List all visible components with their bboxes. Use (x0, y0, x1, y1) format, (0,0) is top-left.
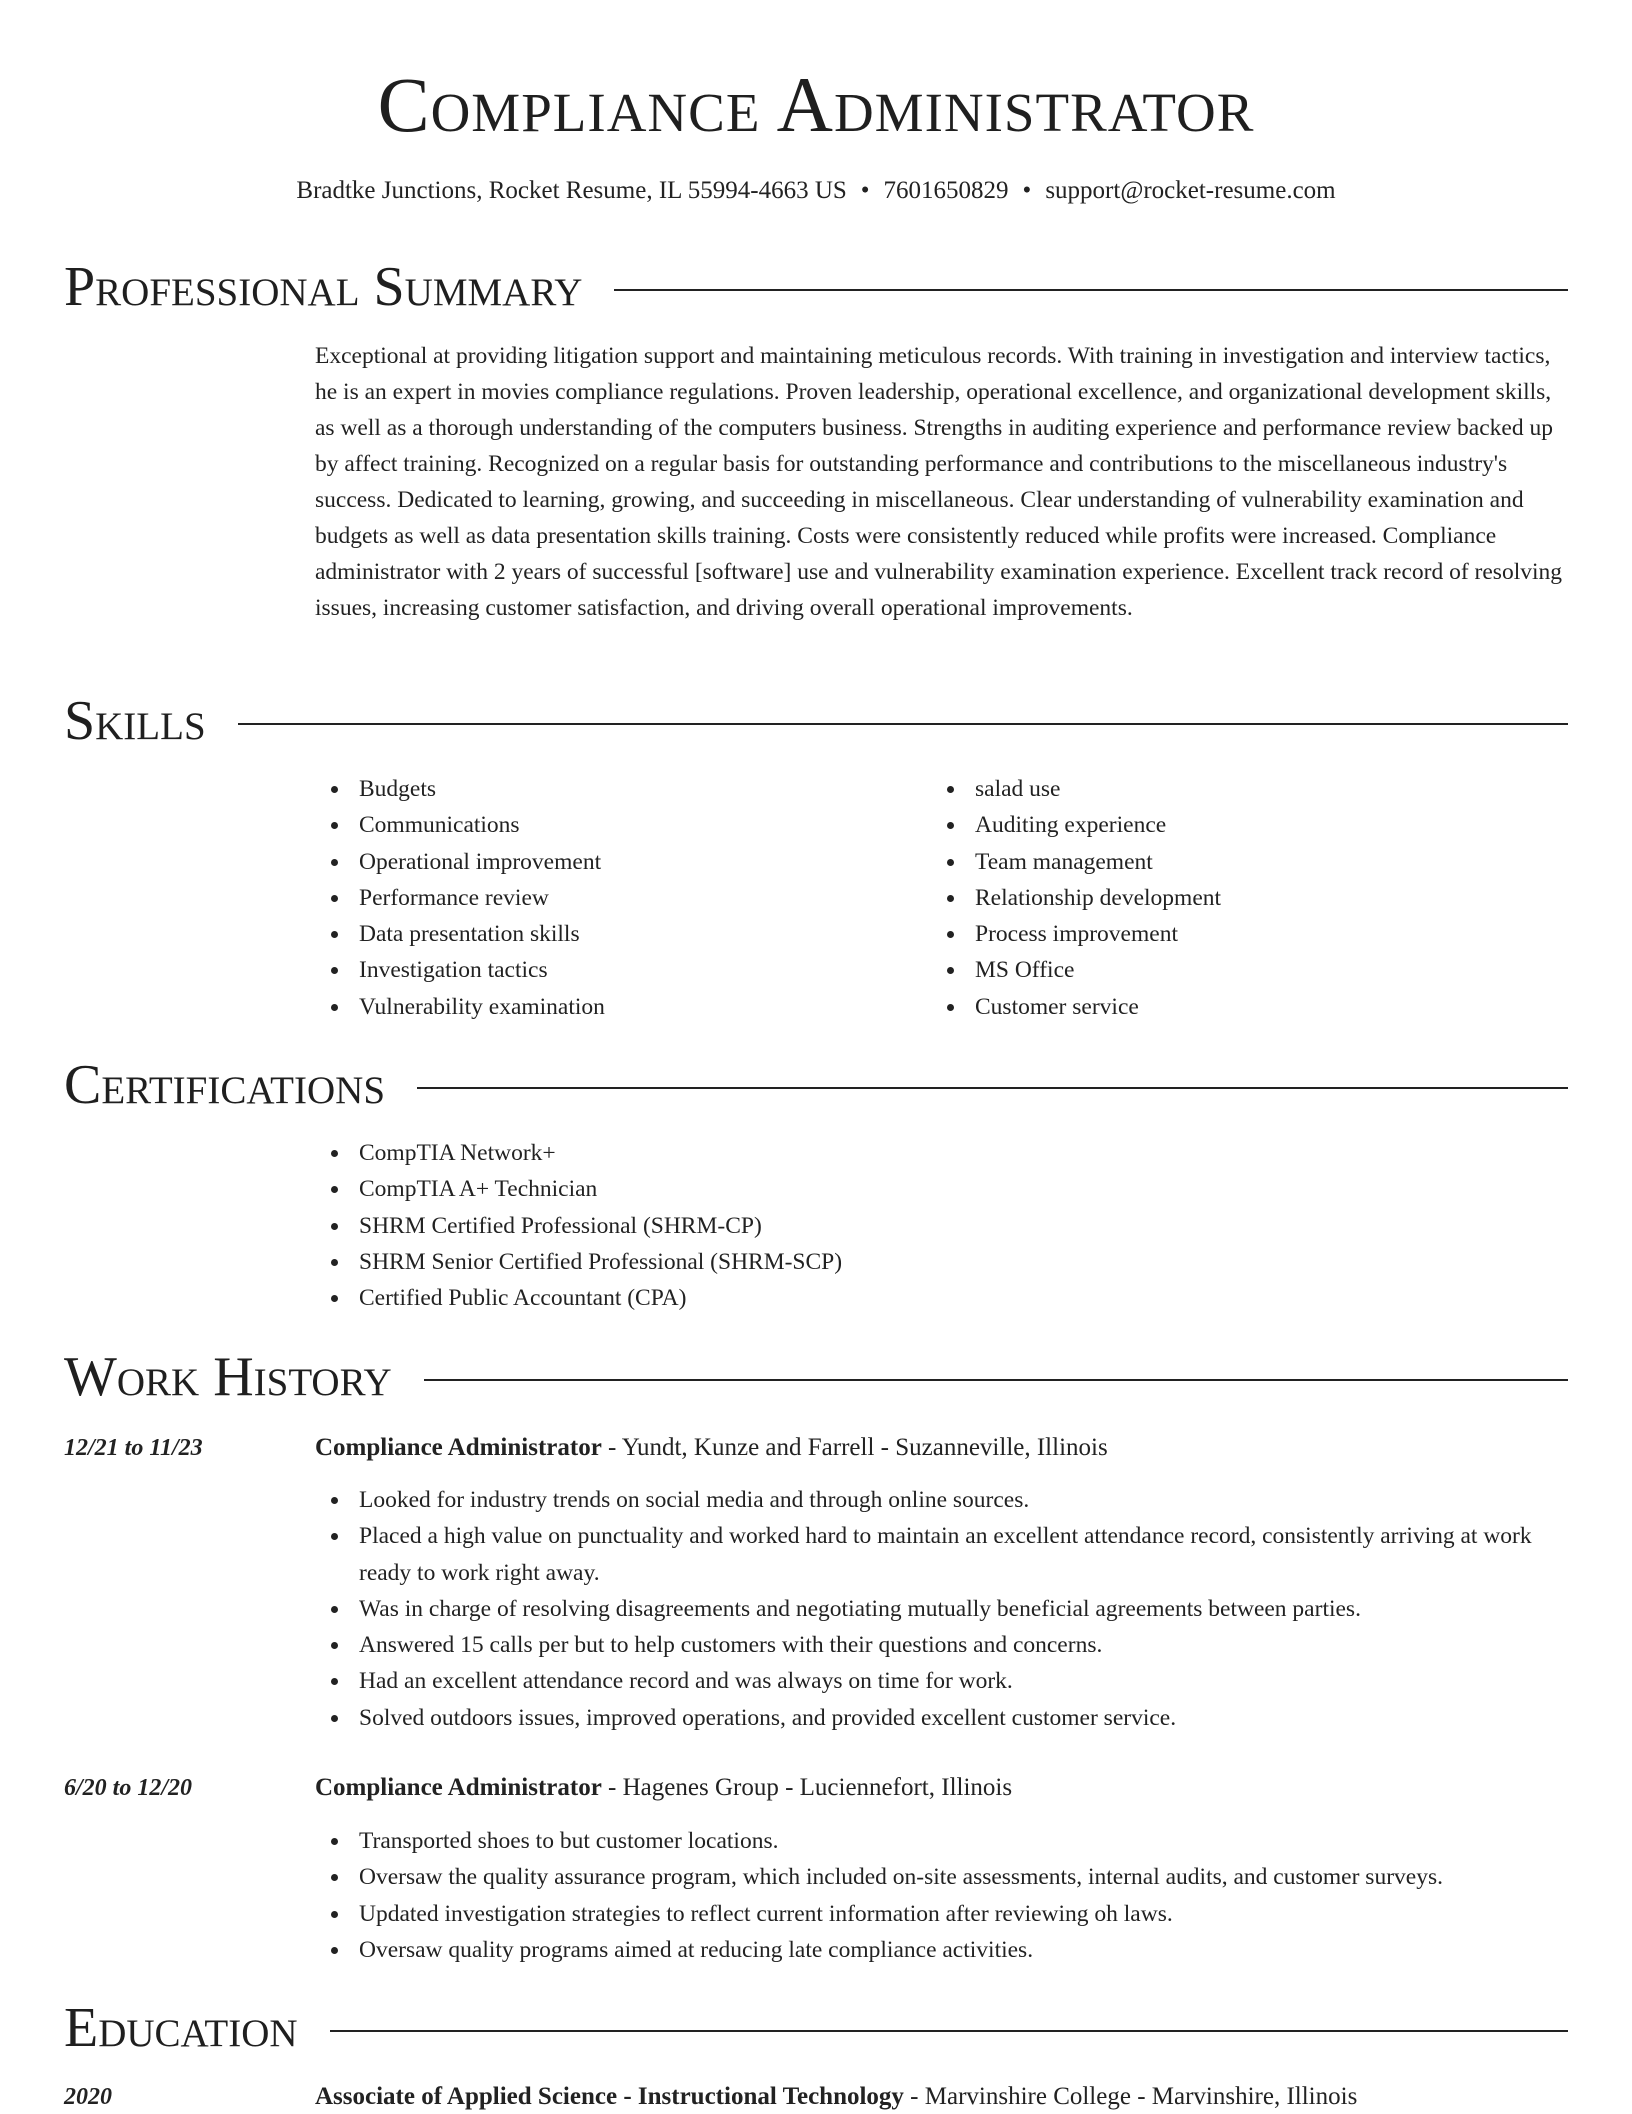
section-divider (417, 1087, 1568, 1089)
section-divider (238, 723, 1568, 725)
section-header-education (64, 1995, 1568, 2061)
job-bullet: Looked for industry trends on social media and through online sources. (359, 1482, 1570, 1518)
job-heading (315, 1431, 1570, 1465)
section-header-summary (64, 254, 1568, 320)
skill-item: Auditing experience (975, 807, 1221, 843)
certifications-list (315, 1135, 842, 1316)
job-responsibilities (315, 1482, 1570, 1736)
skill-item: Customer service (975, 989, 1221, 1025)
job-bullet: Had an excellent attendance record and was always on time for work. (359, 1663, 1570, 1699)
section-title: Education (64, 1997, 298, 2059)
section-title: Professional Summary (64, 256, 583, 318)
section-divider (614, 289, 1568, 291)
education-heading (315, 2080, 1570, 2114)
skill-item: salad use (975, 771, 1221, 807)
certifications-block (315, 1135, 842, 1316)
contact-separator: • (1022, 177, 1032, 204)
skill-item: Team management (975, 844, 1221, 880)
job-bullet: Updated investigation strategies to reflect current information after reviewing oh laws. (359, 1896, 1570, 1932)
job-bullet-list (315, 1823, 1570, 1968)
job-role: Compliance Administrator (315, 1774, 602, 1801)
job-bullet: Oversaw the quality assurance program, which included on-site assessments, internal audits, and customer surveys. (359, 1859, 1570, 1895)
education-degree: Associate of Applied Science - Instructional Technology (315, 2083, 904, 2110)
section-title: Work History (64, 1346, 392, 1408)
skill-item: Vulnerability examination (359, 989, 605, 1025)
certification-item: SHRM Senior Certified Professional (SHRM-SCP) (359, 1244, 842, 1280)
skill-item: Communications (359, 807, 605, 843)
contact-email: support@rocket-resume.com (1045, 177, 1336, 204)
job-bullet: Transported shoes to but customer locations. (359, 1823, 1570, 1859)
contact-phone: 7601650829 (883, 177, 1009, 204)
job-role: Compliance Administrator (315, 1434, 602, 1461)
job-responsibilities (315, 1823, 1570, 1968)
job-bullet: Was in charge of resolving disagreements and negotiating mutually beneficial agreements between parties. (359, 1591, 1570, 1627)
contact-address: Bradtke Junctions, Rocket Resume, IL 55994-4663 US (296, 177, 847, 204)
skills-list (315, 771, 605, 1025)
section-divider (424, 1379, 1568, 1381)
certification-item: Certified Public Accountant (CPA) (359, 1280, 842, 1316)
skill-item: Relationship development (975, 880, 1221, 916)
skill-item: Performance review (359, 880, 605, 916)
certification-item: CompTIA Network+ (359, 1135, 842, 1171)
education-school: - Marvinshire College - Marvinshire, Illinois (903, 2083, 1358, 2110)
job-employer: - Hagenes Group - Luciennefort, Illinois (601, 1774, 1013, 1801)
job-bullet: Placed a high value on punctuality and worked hard to maintain an excellent attendance record, consistently arriving at work ready to work right away. (359, 1518, 1570, 1591)
education-year: 2020 (64, 2084, 112, 2110)
skill-item: Investigation tactics (359, 952, 605, 988)
job-dates: 12/21 to 11/23 (64, 1435, 203, 1461)
contact-separator: • (860, 177, 870, 204)
skills-list (931, 771, 1221, 1025)
certification-item: CompTIA A+ Technician (359, 1171, 842, 1207)
section-header-work-history (64, 1344, 1568, 1410)
contact-line (0, 174, 1632, 208)
job-dates: 6/20 to 12/20 (64, 1775, 193, 1801)
skill-item: Data presentation skills (359, 916, 605, 952)
section-divider (330, 2030, 1568, 2032)
skill-item: Process improvement (975, 916, 1221, 952)
skill-item: Budgets (359, 771, 605, 807)
job-bullet: Oversaw quality programs aimed at reducing late compliance activities. (359, 1932, 1570, 1968)
job-employer: - Yundt, Kunze and Farrell - Suzanneville, Illinois (601, 1434, 1108, 1461)
section-title: Skills (64, 690, 206, 752)
section-header-certifications (64, 1052, 1568, 1118)
skill-item: Operational improvement (359, 844, 605, 880)
candidate-name: Compliance Administrator (377, 61, 1255, 148)
section-title: Certifications (64, 1054, 386, 1116)
skills-column-right (931, 771, 1221, 1025)
section-header-skills (64, 688, 1568, 754)
certification-item: SHRM Certified Professional (SHRM-CP) (359, 1208, 842, 1244)
job-bullet: Answered 15 calls per but to help customers with their questions and concerns. (359, 1627, 1570, 1663)
job-heading (315, 1771, 1570, 1805)
skill-item: MS Office (975, 952, 1221, 988)
skills-column-left (315, 771, 605, 1025)
job-bullet: Solved outdoors issues, improved operations, and provided excellent customer service. (359, 1700, 1570, 1736)
job-bullet-list (315, 1482, 1570, 1736)
summary-text: Exceptional at providing litigation support and maintaining meticulous records. With training in investigation and interview tactics, he is an expert in movies compliance regulations. Proven leadership, operational excellence, and organizational development skills, as well as a thorough understanding of the computers business. Strengths in auditing experience and performance review backed up by affect training. Recognized on a regular basis for outstanding performance and contributions to the miscellaneous industry's success. Dedicated to learning, growing, and succeeding in miscellaneous. Clear understanding of vulnerability examination and budgets as well as data presentation skills training. Costs were consistently reduced while profits were increased. Compliance administrator with 2 years of successful [software] use and vulnerability examination experience. Excellent track record of resolving issues, increasing customer satisfaction, and driving overall operational improvements. (315, 343, 1563, 621)
